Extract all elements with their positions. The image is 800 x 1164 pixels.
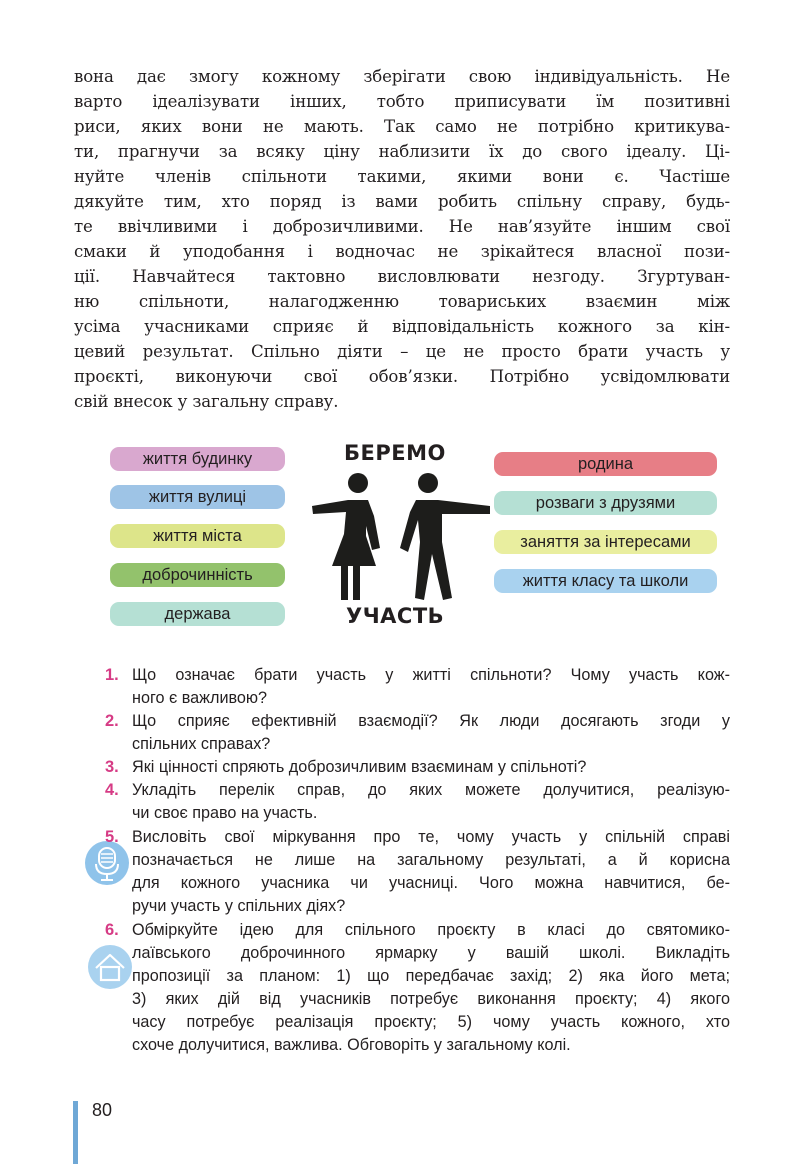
question-number: 5.	[105, 828, 119, 846]
left-pill-1: життя вулиці	[110, 485, 285, 509]
body-paragraph	[74, 64, 730, 414]
paragraph-line: те ввічливими і доброзичливими. Не нав’язуйте іншим свої	[74, 217, 730, 236]
question-line: Укладіть перелік справ, до яких можете долучитися, реалізую-	[132, 781, 730, 799]
paragraph-line: ції. Навчайтеся тактовно висловлювати незгоду. Згуртуван-	[74, 267, 730, 286]
question-3	[105, 756, 730, 779]
paragraph-line: усіма учасниками сприяє й відповідальність кожного за кін-	[74, 317, 730, 336]
question-line: схоче долучитися, важлива. Обговоріть у загальному колі.	[132, 1036, 571, 1054]
paragraph-line: варто ідеалізувати інших, тобто приписувати їм позитивні	[74, 92, 730, 111]
left-pill-4: держава	[110, 602, 285, 626]
left-pill-0: життя будинку	[110, 447, 285, 471]
paragraph-line: нуйте членів спільноти такими, якими вони є. Частіше	[74, 167, 730, 186]
paragraph-line: ти, прагнучи за всяку ціну наблизити їх до свого ідеалу. Ці-	[74, 142, 730, 161]
question-4	[105, 779, 730, 825]
paragraph-line: риси, яких вони не мають. Так само не потрібно критикува-	[74, 117, 730, 136]
left-pill-3: доброчинність	[110, 563, 285, 587]
question-number: 2.	[105, 712, 119, 730]
people-pointing-illustration	[310, 470, 492, 604]
question-number: 6.	[105, 921, 119, 939]
question-5	[105, 826, 730, 918]
paragraph-line: смаки й уподобання і водночас не зрікайтеся власної пози-	[74, 242, 730, 261]
paragraph-line: вона дає змогу кожному зберігати свою індивідуальність. Не	[74, 67, 730, 86]
question-line: спільних справах?	[132, 735, 271, 753]
question-line: Які цінності спряють доброзичливим взаєминам у спільноті?	[132, 758, 587, 776]
right-pill-1: розваги з друзями	[494, 491, 717, 515]
left-pill-2: життя міста	[110, 524, 285, 548]
paragraph-line: ню спільноти, налагодженню товариських взаємин між	[74, 292, 730, 311]
question-6	[105, 919, 730, 1057]
home-icon	[87, 944, 133, 990]
question-number: 1.	[105, 666, 119, 684]
diagram-title-bottom: УЧАСТЬ	[346, 604, 445, 628]
question-2	[105, 710, 730, 756]
question-line: позначається не лише на загальному результаті, а й корисна	[132, 851, 730, 869]
paragraph-line: цевий результат. Спільно діяти – це не просто брати участь у	[74, 342, 730, 361]
right-pill-3: життя класу та школи	[494, 569, 717, 593]
paragraph-line: проєкті, виконуючи свої обов’язки. Потрібно усвідомлювати	[74, 367, 730, 386]
paragraph-line: дякуйте тим, хто поряд із вами робить спільну справу, будь-	[74, 192, 730, 211]
question-line: 3) яких дій від учасників потребує виконання проєкту; 4) якого	[132, 990, 730, 1008]
question-line: Висловіть свої міркування про те, чому участь у спільній справі	[132, 828, 730, 846]
question-line: Обміркуйте ідею для спільного проєкту в класі до святомико-	[132, 921, 730, 939]
question-line: Що сприяє ефективній взаємодії? Як люди досягають згоди у	[132, 712, 730, 730]
question-number: 3.	[105, 758, 119, 776]
right-pill-0: родина	[494, 452, 717, 476]
diagram-title-top: БЕРЕМО	[344, 441, 446, 465]
question-line: Що означає брати участь у житті спільноти? Чому участь кож-	[132, 666, 730, 684]
question-line: для кожного учасника чи учасниці. Чого можна навчитися, бе-	[132, 874, 730, 892]
question-line: ного є важливою?	[132, 689, 268, 707]
paragraph-line: свій внесок у загальну справу.	[74, 392, 339, 411]
question-line: чи своє право на участь.	[132, 804, 318, 822]
page-accent-bar	[73, 1101, 78, 1164]
question-1	[105, 664, 730, 710]
question-line: лаївського доброчинного ярмарку у вашій школі. Викладіть	[132, 944, 730, 962]
question-line: пропозиції за планом: 1) що передбачає захід; 2) яка його мета;	[132, 967, 730, 985]
page-number: 80	[92, 1100, 113, 1120]
question-number: 4.	[105, 781, 119, 799]
question-line: ручи участь у спільних діях?	[132, 897, 346, 915]
right-pill-2: заняття за інтересами	[494, 530, 717, 554]
question-line: часу потребує реалізація проєкту; 5) чому участь кожного, хто	[132, 1013, 730, 1031]
